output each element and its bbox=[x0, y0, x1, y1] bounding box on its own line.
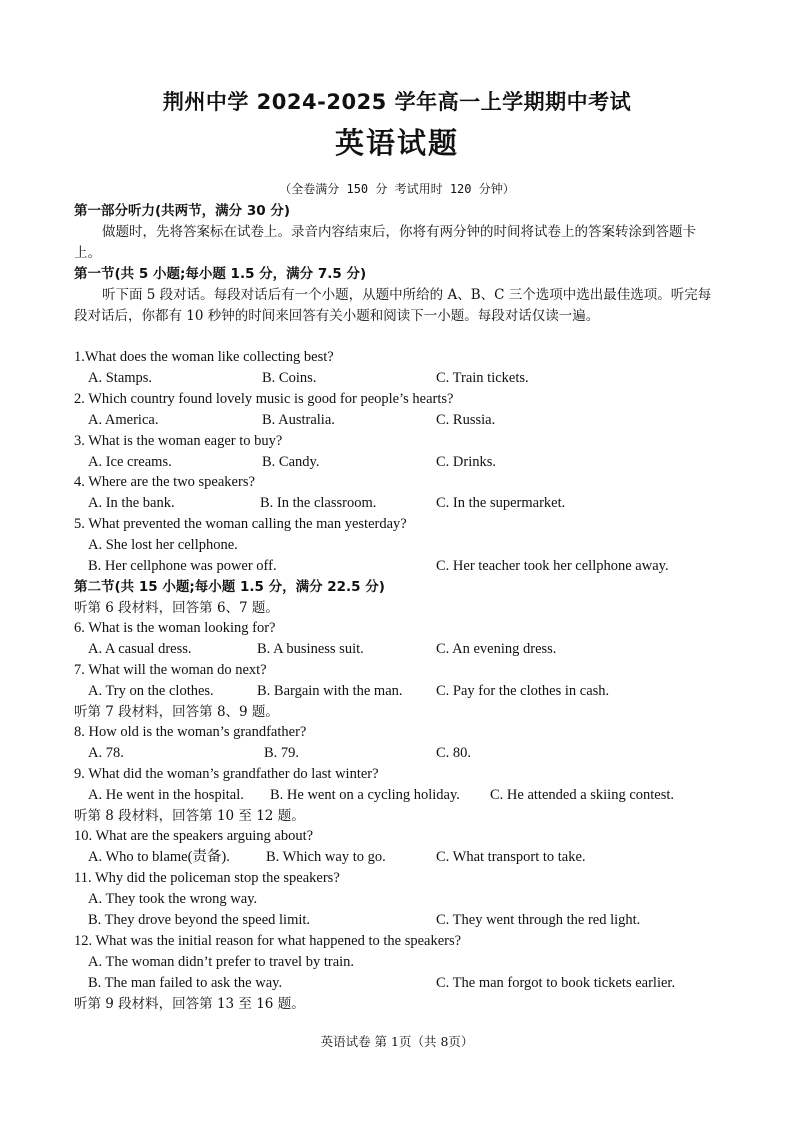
option-a: A. He went in the hospital. bbox=[88, 787, 244, 803]
option-c: C. Drinks. bbox=[436, 454, 497, 470]
exam-title: 荆州中学 2024-2025 学年高一上学期期中考试 bbox=[162, 90, 632, 114]
option-c: C. In the supermarket. bbox=[436, 495, 566, 511]
option-a: A. In the bank. bbox=[88, 495, 175, 511]
option-b: B. A business suit. bbox=[257, 641, 364, 657]
question-stem: 10. What are the speakers arguing about? bbox=[74, 828, 314, 844]
option-c: C. Train tickets. bbox=[436, 370, 529, 386]
question-stem: 6. What is the woman looking for? bbox=[74, 620, 276, 636]
question-stem: 12. What was the initial reason for what happened to the speakers? bbox=[74, 933, 462, 949]
option-a: A. She lost her cellphone. bbox=[88, 537, 238, 553]
material-instruction: 听第 9 段材料，回答第 13 至 16 题。 bbox=[74, 996, 305, 1012]
page-footer: 英语试卷 第 1页（共 8页） bbox=[320, 1034, 474, 1049]
part1-heading: 第一部分听力(共两节，满分 30 分) bbox=[74, 203, 291, 219]
question-stem: 11. Why did the policeman stop the speakers? bbox=[74, 870, 340, 886]
option-b: B. Candy. bbox=[262, 454, 320, 470]
option-c: C. An evening dress. bbox=[436, 641, 557, 657]
option-c: C. Her teacher took her cellphone away. bbox=[436, 558, 669, 574]
question-stem: 2. Which country found lovely music is good for people’s hearts? bbox=[74, 391, 454, 407]
option-b: B. He went on a cycling holiday. bbox=[270, 787, 460, 803]
option-a: A. They took the wrong way. bbox=[88, 891, 258, 907]
option-c: C. Russia. bbox=[436, 412, 496, 428]
question-stem: 8. How old is the woman’s grandfather? bbox=[74, 724, 307, 740]
option-c: C. They went through the red light. bbox=[436, 912, 641, 928]
option-c: C. He attended a skiing contest. bbox=[490, 787, 675, 803]
option-c: C. 80. bbox=[436, 745, 472, 761]
question-stem: 9. What did the woman’s grandfather do last winter? bbox=[74, 766, 379, 782]
material-instruction: 听第 8 段材料，回答第 10 至 12 题。 bbox=[74, 808, 305, 824]
section1-instruction: 听下面 5 段对话。每段对话后有一个小题，从题中所给的 A、B、C 三个选项中选出最佳选项。听完每段对话后，你都有 10 秒钟的时间来回答有关小题和阅读下一小题。每段对话仅读一遍。 bbox=[74, 287, 712, 324]
option-b: B. Her cellphone was power off. bbox=[88, 558, 277, 574]
section2-heading: 第二节(共 15 小题;每小题 1.5 分，满分 22.5 分) bbox=[74, 579, 385, 595]
question-stem: 3. What is the woman eager to buy? bbox=[74, 433, 283, 449]
option-b: B. In the classroom. bbox=[260, 495, 377, 511]
option-b: B. Which way to go. bbox=[266, 849, 386, 865]
option-b: B. Australia. bbox=[262, 412, 335, 428]
option-a: A. 78. bbox=[88, 745, 124, 761]
material-instruction: 听第 7 段材料，回答第 8、9 题。 bbox=[74, 704, 279, 720]
option-a: A. The woman didn’t prefer to travel by train. bbox=[88, 954, 355, 970]
option-a: A. Stamps. bbox=[88, 370, 153, 386]
question-stem: 1.What does the woman like collecting best? bbox=[74, 349, 334, 365]
option-b: B. They drove beyond the speed limit. bbox=[88, 912, 311, 928]
part1-instruction: 做题时，先将答案标在试卷上。录音内容结束后，你将有两分钟的时间将试卷上的答案转涂到答题卡上。 bbox=[74, 224, 696, 261]
option-b: B. Bargain with the man. bbox=[257, 683, 403, 699]
section1-heading: 第一节(共 5 小题;每小题 1.5 分，满分 7.5 分) bbox=[74, 266, 367, 282]
option-a: A. Ice creams. bbox=[88, 454, 172, 470]
subject-title: 英语试题 bbox=[334, 126, 459, 160]
option-c: C. What transport to take. bbox=[436, 849, 586, 865]
option-b: B. The man failed to ask the way. bbox=[88, 975, 283, 991]
exam-meta: （全卷满分 150 分 考试用时 120 分钟） bbox=[279, 182, 515, 196]
option-c: C. Pay for the clothes in cash. bbox=[436, 683, 610, 699]
question-stem: 4. Where are the two speakers? bbox=[74, 474, 255, 490]
option-a: A. Try on the clothes. bbox=[88, 683, 214, 699]
option-a: A. A casual dress. bbox=[88, 641, 192, 657]
material-instruction: 听第 6 段材料，回答第 6、7 题。 bbox=[74, 600, 279, 616]
option-b: B. 79. bbox=[264, 745, 300, 761]
option-a: A. Who to blame(责备). bbox=[88, 849, 230, 865]
option-b: B. Coins. bbox=[262, 370, 317, 386]
question-stem: 5. What prevented the woman calling the man yesterday? bbox=[74, 516, 407, 532]
option-a: A. America. bbox=[88, 412, 159, 428]
option-c: C. The man forgot to book tickets earlier. bbox=[436, 975, 676, 991]
question-stem: 7. What will the woman do next? bbox=[74, 662, 267, 678]
